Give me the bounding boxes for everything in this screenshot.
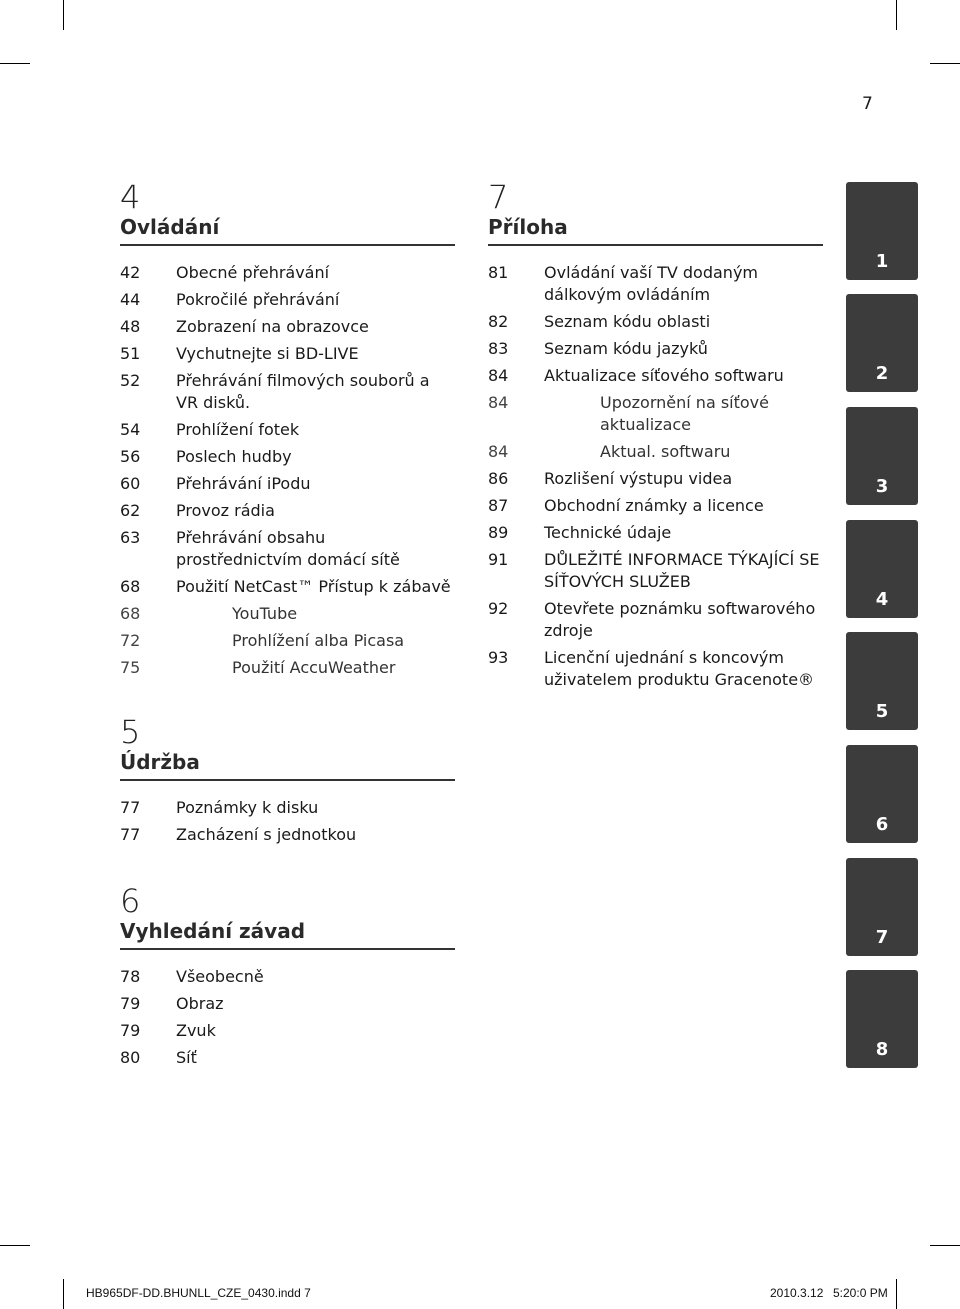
toc-entry[interactable] — [120, 343, 455, 365]
toc-title: Poslech hudby — [176, 447, 292, 466]
toc-title: Seznam kódu oblasti — [544, 312, 711, 331]
toc-title: Upozornění na síťové aktualizace — [600, 393, 769, 434]
toc-list — [120, 262, 455, 679]
toc-title: Prohlížení fotek — [176, 420, 300, 439]
footer-date: 2010.3.12 — [770, 1286, 824, 1300]
toc-entry[interactable] — [120, 993, 455, 1015]
crop-mark — [0, 1245, 30, 1246]
toc-title: Licenční ujednání s koncovým uživatelem produktu Gracenote® — [544, 648, 815, 689]
toc-title: Použití NetCast™ Přístup k zábavě — [176, 577, 451, 596]
toc-page: 93 — [488, 648, 509, 667]
toc-list — [488, 262, 823, 691]
section-title: Vyhledání závad — [120, 919, 306, 943]
tab-label: 7 — [875, 927, 889, 948]
toc-page: 83 — [488, 339, 509, 358]
section-title: Ovládání — [120, 215, 220, 239]
toc-page: 84 — [488, 366, 509, 385]
chapter-tab-5[interactable] — [846, 632, 918, 730]
toc-page: 63 — [120, 528, 141, 547]
toc-entry[interactable] — [488, 338, 823, 360]
section-priloha — [488, 180, 823, 696]
toc-page: 92 — [488, 599, 509, 618]
toc-title: Obchodní známky a licence — [544, 496, 764, 515]
toc-title: Použití AccuWeather — [232, 658, 396, 677]
toc-page: 68 — [120, 604, 141, 623]
toc-entry[interactable] — [120, 316, 455, 338]
tab-label: 1 — [875, 251, 889, 272]
toc-page: 80 — [120, 1048, 141, 1067]
toc-entry[interactable] — [488, 495, 823, 517]
crop-mark — [0, 63, 30, 64]
crop-mark — [896, 1279, 897, 1309]
toc-title: Obecné přehrávání — [176, 263, 330, 282]
toc-entry[interactable] — [488, 311, 823, 333]
toc-page: 84 — [488, 442, 509, 461]
toc-title: Pokročilé přehrávání — [176, 290, 340, 309]
toc-entry[interactable] — [120, 419, 455, 441]
toc-title: Vychutnejte si BD-LIVE — [176, 344, 359, 363]
toc-page: 48 — [120, 317, 141, 336]
toc-entry[interactable] — [120, 1047, 455, 1069]
section-ovladani — [120, 180, 455, 684]
toc-entry[interactable] — [120, 576, 455, 598]
toc-title: Ovládání vaší TV dodaným dálkovým ovládáním — [544, 263, 758, 304]
toc-entry[interactable] — [488, 522, 823, 544]
toc-title: Zobrazení na obrazovce — [176, 317, 369, 336]
toc-page: 75 — [120, 658, 141, 677]
toc-title: Technické údaje — [544, 523, 672, 542]
toc-subentry[interactable] — [120, 630, 455, 652]
section-number: 4 — [120, 178, 141, 216]
toc-title: DŮLEŽITÉ INFORMACE TÝKAJÍCÍ SE SÍŤOVÝCH SLUŽEB — [544, 550, 820, 591]
toc-entry[interactable] — [488, 598, 823, 642]
crop-mark — [63, 0, 64, 30]
toc-page: 56 — [120, 447, 141, 466]
crop-mark — [63, 1279, 64, 1309]
tab-label: 2 — [875, 363, 889, 384]
tab-label: 5 — [875, 701, 889, 722]
toc-title: Provoz rádia — [176, 501, 275, 520]
toc-page: 42 — [120, 263, 141, 282]
toc-entry[interactable] — [488, 647, 823, 691]
toc-title: Otevřete poznámku softwarového zdroje — [544, 599, 816, 640]
chapter-tab-7[interactable] — [846, 858, 918, 956]
toc-entry[interactable] — [488, 468, 823, 490]
footer-time: 5:20:0 PM — [833, 1286, 888, 1300]
crop-mark — [896, 0, 897, 30]
toc-title: Prohlížení alba Picasa — [232, 631, 405, 650]
toc-entry[interactable] — [488, 549, 823, 593]
tab-label: 3 — [875, 476, 889, 497]
toc-page: 52 — [120, 371, 141, 390]
toc-page: 72 — [120, 631, 141, 650]
toc-title: Aktual. softwaru — [600, 442, 731, 461]
toc-page: 81 — [488, 263, 509, 282]
toc-page: 84 — [488, 393, 509, 412]
section-vyhledani-zavad — [120, 884, 455, 1074]
toc-page: 44 — [120, 290, 141, 309]
toc-title: Poznámky k disku — [176, 798, 319, 817]
footer-file-slug: HB965DF-DD.BHUNLL_CZE_0430.indd 7 — [86, 1286, 311, 1300]
toc-entry[interactable] — [120, 966, 455, 988]
toc-entry[interactable] — [120, 527, 455, 571]
section-number: 6 — [120, 882, 141, 920]
toc-entry[interactable] — [488, 262, 823, 306]
chapter-tab-2[interactable] — [846, 294, 918, 392]
chapter-tab-3[interactable] — [846, 407, 918, 505]
section-divider — [120, 779, 455, 781]
toc-subentry[interactable] — [488, 441, 823, 463]
tab-label: 6 — [875, 814, 889, 835]
toc-entry[interactable] — [120, 500, 455, 522]
section-divider — [120, 948, 455, 950]
section-title: Údržba — [120, 750, 200, 774]
toc-page: 86 — [488, 469, 509, 488]
chapter-tab-1[interactable] — [846, 182, 918, 280]
toc-title: Všeobecně — [176, 967, 264, 986]
page-number: 7 — [862, 94, 873, 114]
toc-page: 87 — [488, 496, 509, 515]
crop-mark — [930, 1245, 960, 1246]
toc-list — [120, 797, 455, 846]
toc-page: 77 — [120, 798, 141, 817]
toc-entry[interactable] — [120, 289, 455, 311]
toc-page: 54 — [120, 420, 141, 439]
toc-entry[interactable] — [120, 446, 455, 468]
section-divider — [120, 244, 455, 246]
toc-page: 91 — [488, 550, 509, 569]
toc-title: Zvuk — [176, 1021, 216, 1040]
chapter-tab-6[interactable] — [846, 745, 918, 843]
tab-label: 8 — [875, 1039, 889, 1060]
toc-title: Rozlišení výstupu videa — [544, 469, 733, 488]
toc-title: Obraz — [176, 994, 224, 1013]
toc-title: Aktualizace síťového softwaru — [544, 366, 784, 385]
toc-page: 62 — [120, 501, 141, 520]
section-number: 5 — [120, 713, 141, 751]
toc-subentry[interactable] — [120, 603, 455, 625]
toc-title: Seznam kódu jazyků — [544, 339, 708, 358]
toc-title: Zacházení s jednotkou — [176, 825, 357, 844]
toc-title: Přehrávání obsahu prostřednictvím domácí sítě — [176, 528, 400, 569]
tab-label: 4 — [875, 589, 889, 610]
section-number: 7 — [488, 178, 509, 216]
chapter-tab-8[interactable] — [846, 970, 918, 1068]
toc-entry[interactable] — [120, 824, 455, 846]
toc-entry[interactable] — [120, 797, 455, 819]
toc-title: Síť — [176, 1048, 197, 1067]
toc-page: 79 — [120, 1021, 141, 1040]
toc-title: YouTube — [232, 604, 298, 623]
toc-page: 78 — [120, 967, 141, 986]
toc-page: 79 — [120, 994, 141, 1013]
toc-page: 51 — [120, 344, 141, 363]
crop-mark — [930, 63, 960, 64]
toc-page: 68 — [120, 577, 141, 596]
toc-title: Přehrávání iPodu — [176, 474, 311, 493]
toc-entry[interactable] — [120, 473, 455, 495]
toc-title: Přehrávání filmových souborů a VR disků. — [176, 371, 430, 412]
toc-subentry[interactable] — [488, 392, 823, 436]
toc-entry[interactable] — [120, 262, 455, 284]
toc-page: 89 — [488, 523, 509, 542]
toc-list — [120, 966, 455, 1069]
toc-page: 77 — [120, 825, 141, 844]
section-udrzba — [120, 715, 455, 851]
toc-page: 60 — [120, 474, 141, 493]
section-divider — [488, 244, 823, 246]
toc-entry[interactable] — [120, 370, 455, 414]
toc-subentry[interactable] — [120, 657, 455, 679]
toc-page: 82 — [488, 312, 509, 331]
toc-entry[interactable] — [120, 1020, 455, 1042]
chapter-tab-4[interactable] — [846, 520, 918, 618]
toc-entry[interactable] — [488, 365, 823, 387]
section-title: Příloha — [488, 215, 568, 239]
